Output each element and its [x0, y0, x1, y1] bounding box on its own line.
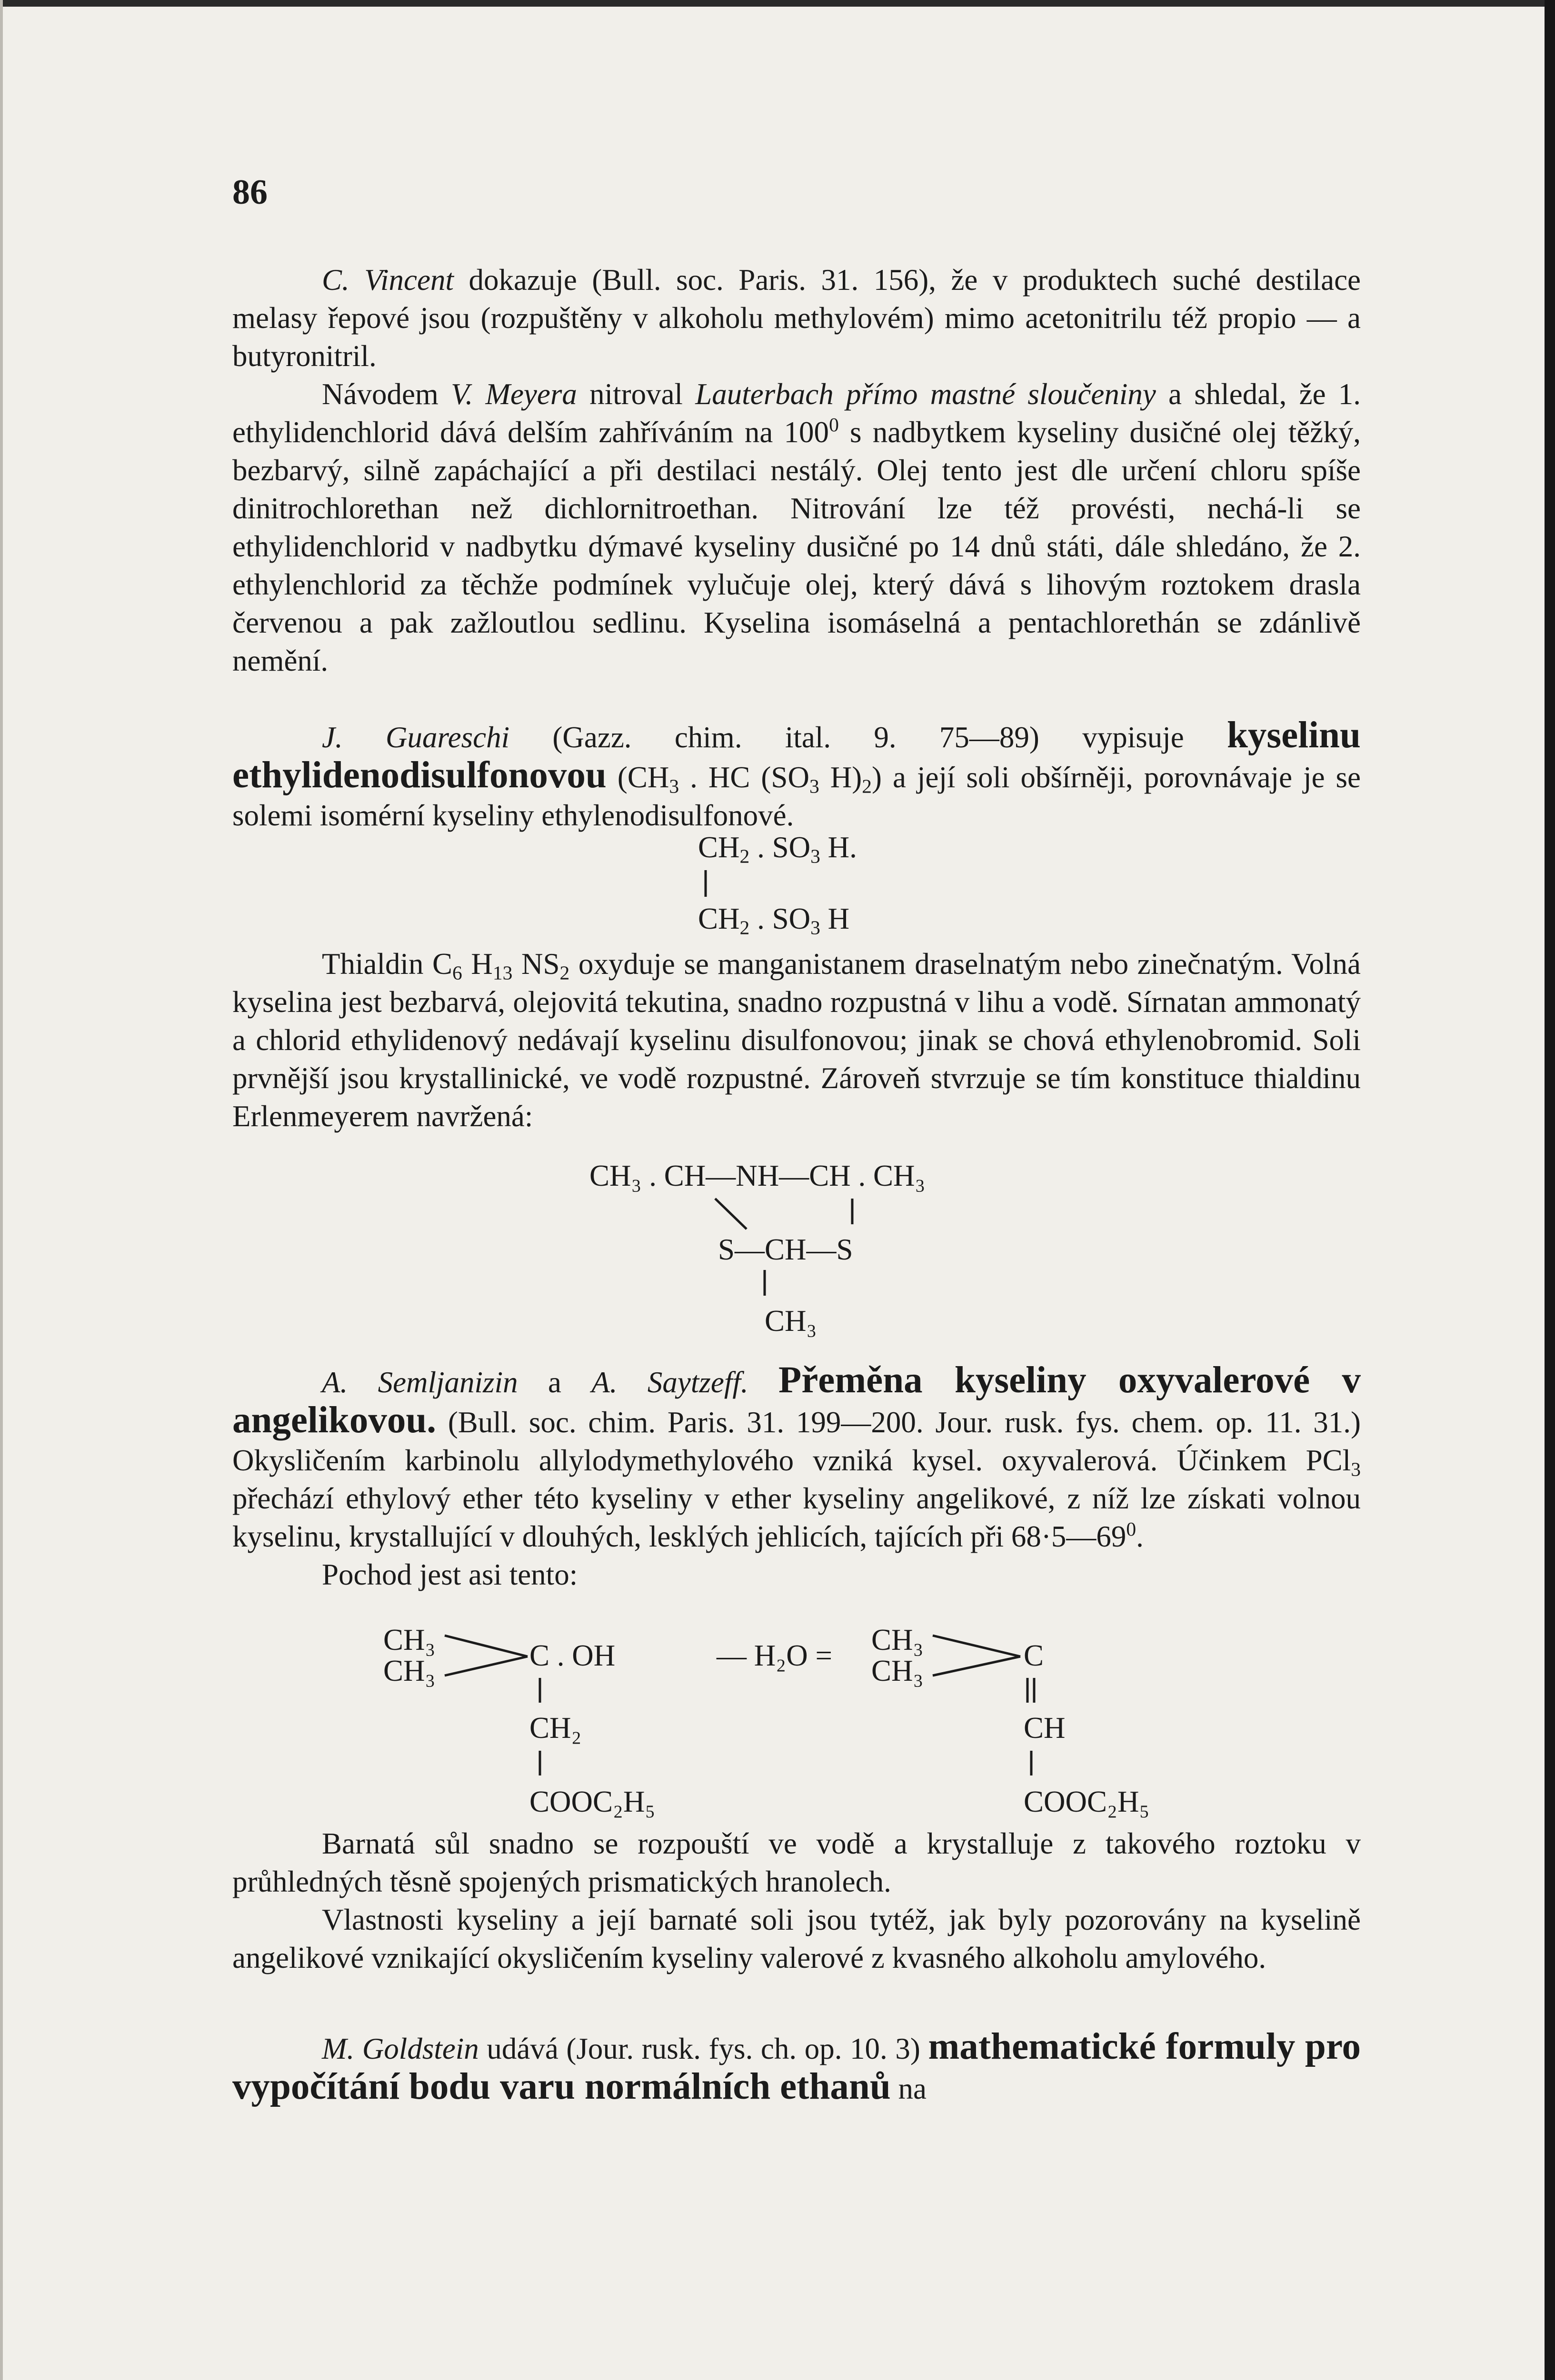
heading-mathematicke-formuly: mathematické formuly pro vypočítání bodu varu normálních ethanů: [232, 2026, 1361, 2107]
text-guareschi-after: a její soli obšírněji, porovnávaje je se solemi isomérní kyseliny ethylenodisulfonové.: [232, 761, 1361, 832]
reaction-left-bond-1: [536, 1678, 546, 1706]
scan-left-edge: [0, 0, 3, 2380]
heading-kyselina-ethylidenodisulfonova: kyselinu ethylidenodisulfonovou: [232, 714, 1361, 796]
paragraph-goldstein: [232, 2028, 1361, 2108]
page-number: 86: [232, 173, 268, 212]
formula-thialdin: Thialdin $C_6$ $H_{13}$ $NS_2$: [322, 947, 570, 984]
italic-phrase: Lauterbach přímo mastné sloučeniny: [695, 377, 1156, 411]
paragraph-vincent: [232, 261, 1361, 375]
reaction-right-ch3-a: CH₃: [871, 1623, 924, 1656]
formula-ethylene-bottom: $CH_2$ . $SO_3$ H: [698, 902, 850, 939]
reaction-left-ch3-b: CH₃: [383, 1654, 436, 1687]
reaction-left-ester: COOC₂H₅: [529, 1785, 656, 1818]
text-goldstein: udává (Jour. rusk. fys. ch. op. 10. 3): [478, 2032, 928, 2065]
degree-mark: 0: [829, 414, 839, 436]
reaction-right-bracket: [931, 1632, 1026, 1679]
author-guareschi: J. Guareschi: [322, 721, 510, 754]
reaction-right-ester: COOC₂H₅: [1024, 1785, 1150, 1818]
section-vincent: [232, 261, 1361, 680]
author-meyer: V. Meyera: [451, 377, 577, 411]
reaction-middle: — H₂O =: [717, 1639, 832, 1672]
author-saytzeff: A. Saytzeff.: [591, 1366, 748, 1399]
degree-mark-2: 0: [1126, 1518, 1136, 1540]
paragraph-meyer: [232, 375, 1361, 680]
reaction-left-bond-2: [536, 1751, 546, 1779]
text-meyer-start: Návodem: [322, 377, 451, 411]
section-goldstein: [232, 2028, 1361, 2108]
reaction-right-ch3-b: CH₃: [871, 1654, 924, 1687]
formula-ethylidene-inline: ($CH_3$ . HC ($SO_3$ $H)_2$): [617, 761, 882, 797]
text-semljanizin: (Bull. soc. chim. Paris. 31. 199—200. Jour. rusk. fys. chem. op. 11. 31.) Okysličením karbinolu allylodymethylového vzniká kysel. oxyvalerová. Účinkem PCl: [232, 1406, 1361, 1477]
section-guareschi: [232, 716, 1361, 834]
author-goldstein: M. Goldstein: [322, 2032, 479, 2065]
formula-bond-vertical: [702, 870, 711, 899]
reaction-right-double-bond: [1025, 1678, 1039, 1706]
formula-thialdine-bond-down: [761, 1270, 770, 1299]
text-meyer-end: s nadbytkem kyseliny dusičné olej těžký, bezbarvý, silně zapáchající a při destilaci nestálý. Olej tento jest dle určení chloru spíše dinitrochlorethan než dichlornitroethan. Nitrování lze též provésti, nechá-li se ethylidenchlorid v nadbytku dýmavé kyseliny dusičné po 14 dnů státi, dále shledáno, že 2. ethylenchlorid za těchže podmínek vylučuje olej, který dává s lihovým roztokem drasla červenou a pak zažloutlou sedlinu. Kyselina isomáselná a pentachlorethán se zdánlivě nemění.: [232, 416, 1361, 677]
reaction-right-ch: CH: [1024, 1711, 1066, 1745]
text-goldstein-tail: na: [890, 2072, 927, 2105]
reaction-left-c: C . OH: [529, 1639, 616, 1672]
text-pochod: Pochod jest asi tento:: [322, 1558, 578, 1591]
text-thialdin: oxyduje se manganistanem draselnatým nebo zinečnatým. Volná kyselina jest bezbarvá, olejovitá tekutina, snadno rozpustná v lihu a vodě. Sírnatan ammonatý a chlorid ethylidenový nedávají kyselinu disulfonovou; jinak se chová ethylenobromid. Soli prvnější jsou krystallinické, ve vodě rozpustné. Zároveň stvrzuje se tím konstituce thialdinu Erlenmeyerem navržená:: [232, 947, 1361, 1133]
reaction-left-bracket: [443, 1632, 533, 1679]
reaction-right-c: C: [1024, 1639, 1044, 1672]
formula-thialdine-top: CH₃ . CH—NH—CH . CH₃: [589, 1159, 926, 1192]
reaction-left-ch3-a: CH₃: [383, 1623, 436, 1656]
formula-thialdine-ring: S—CH—S: [718, 1233, 853, 1266]
scan-right-edge: [1545, 0, 1555, 2380]
paragraph-guareschi: [232, 716, 1361, 834]
text-meyer-rest: a shledal, že 1. ethylidenchlorid dává delším zahříváním na 100: [232, 377, 1361, 449]
reaction-right-bond: [1027, 1751, 1037, 1779]
heading-premena-kyseliny: Přeměna kyseliny oxyvalerové v angelikovou.: [232, 1359, 1361, 1441]
paragraph-properties: Vlastnosti kyseliny a její barnaté soli jsou tytéž, jak byly pozorovány na kyselině angelikové vznikající okysličením kyseliny valerové z kvasného alkoholu amylového.: [232, 1903, 1361, 1974]
formula-ethylene-top: $CH_2$ . $SO_3$ H.: [698, 831, 857, 867]
reaction-left-ch2: CH₂: [529, 1711, 582, 1745]
section-barium: [232, 1825, 1361, 1977]
scan-top-edge: [0, 0, 1555, 7]
text-meyer-mid: nitroval: [577, 377, 696, 411]
text-semljanizin-2: přechází ethylový ether této kyseliny v ether kyseliny angelikové, z níž lze získati volnou kyselinu, krystallující v dlouhých, lesklých jehlicích, tajících při 68·5—69: [232, 1482, 1361, 1553]
paragraph-barium: Barnatá sůl snadno se rozpouští ve vodě a krystalluje z takového roztoku v průhledných těsně spojených prismatických hranolech.: [232, 1827, 1361, 1898]
formula-thialdine-methyl: CH₃: [765, 1304, 817, 1338]
text-vincent: dokazuje (Bull. soc. Paris. 31. 156), že v produktech suché destilace melasy řepové jsou (rozpuštěny v alkoholu methylovém) mimo acetonitrilu též propio — a butyronitril.: [232, 263, 1361, 373]
section-thialdin: [232, 945, 1361, 1135]
citation-guareschi: (Gazz. chim. ital. 9. 75—89) vypisuje: [509, 721, 1227, 754]
author-semljanizin: A. Semljanizin: [322, 1366, 518, 1399]
paragraph-thialdin: [232, 945, 1361, 1135]
paragraph-semljanizin: A. Semljanizin a A. Saytzeff. Přeměna kyseliny oxyvalerové v angelikovou. (Bull. soc. chim. Paris. 31. 199—200. Jour. rusk. fys. chem. op. 11. 31.) Okysličením karbinolu allylodymethylového vzniká kysel. oxyvalerová. Účinkem PCl$_3$ přechází ethylový ether této kyseliny v ether kyseliny angelikové, z níž lze získati volnou kyselinu, krystallující v dlouhých, lesklých jehlicích, tajících při $68\cdot 5—69^0$.: [232, 1359, 1361, 1553]
author-vincent: C. Vincent: [322, 263, 454, 297]
section-semljanizin: [232, 1361, 1361, 1594]
